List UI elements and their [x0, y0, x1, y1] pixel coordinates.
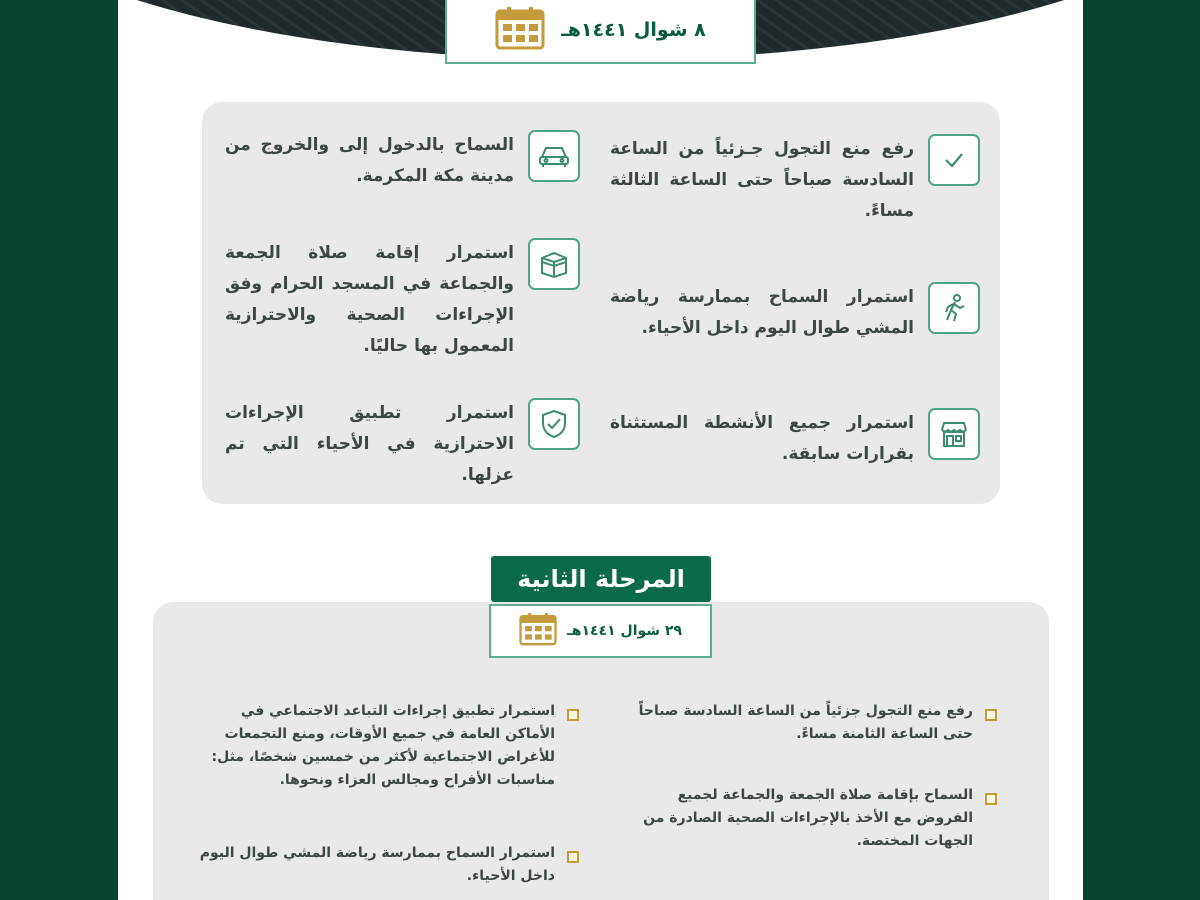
bullet-square-icon [985, 709, 997, 721]
phase2-item-text: استمرار السماح بممارسة رياضة المشي طوال اليوم داخل الأحياء. [199, 845, 555, 884]
car-icon [528, 130, 580, 182]
phase1-item [610, 282, 980, 344]
kaaba-icon [528, 238, 580, 290]
phase1-item [610, 134, 980, 227]
phase2-item-text: رفع منع التجول جزئياً من الساعة السادسة صباحاً حتى الساعة الثامنة مساءً. [638, 703, 973, 742]
phase2-item [194, 700, 579, 792]
phase2-item-text: السماح بإقامة صلاة الجمعة والجماعة لجميع الفروض مع الأخذ بالإجراءات الصحية الصادرة من الجهات المختصة. [643, 787, 973, 849]
phase1-date: ٨ شوال ١٤٤١هـ [561, 19, 706, 41]
calendar-icon [495, 6, 545, 55]
phase1-item-text: استمرار إقامة صلاة الجمعة والجماعة في المسجد الحرام وفق الإجراءات الصحية والاحترازية المعمول بها حاليًا. [225, 243, 514, 356]
shield-check-icon [528, 398, 580, 450]
phase1-item-text: استمرار تطبيق الإجراءات الاحترازية في الأحياء التي تم عزلها. [225, 403, 514, 485]
calendar-icon [519, 612, 557, 650]
bullet-square-icon [567, 851, 579, 863]
phase2-date-box [489, 604, 712, 658]
phase2-item-text: استمرار تطبيق إجراءات التباعد الاجتماعي في الأماكن العامة في جميع الأوقات، ومنع التجمعات للأغراض الاجتماعية لأكثر من خمسين شخصًا، مثل: مناسبات الأفراح ومجالس العزاء ونحوها. [211, 703, 555, 788]
walking-person-icon [928, 282, 980, 334]
check-icon [928, 134, 980, 186]
phase2-item [637, 700, 997, 746]
store-icon [928, 408, 980, 460]
phase1-item-text: استمرار السماح بممارسة رياضة المشي طوال اليوم داخل الأحياء. [610, 287, 914, 338]
phase1-item [225, 398, 580, 491]
phase1-item [610, 408, 980, 470]
phase2-date: ٢٩ شوال ١٤٤١هـ [566, 623, 683, 639]
phase1-item-text: رفع منع التجول جـزئياً من الساعة السادسة صباحاً حتى الساعة الثالثة مساءً. [610, 139, 914, 221]
phase1-item [225, 238, 580, 362]
phase2-item [637, 784, 997, 853]
phase1-item-text: السماح بالدخول إلى والخروج من مدينة مكة المكرمة. [225, 135, 514, 186]
infographic-page [118, 0, 1083, 900]
phase1-item [225, 130, 580, 192]
phase2-title: المرحلة الثانية [491, 556, 711, 602]
phase2-item [194, 842, 579, 888]
phase1-date-box [445, 0, 756, 64]
phase1-item-text: استمرار جميع الأنشطة المستثناة بقرارات سابقة. [610, 413, 914, 464]
bullet-square-icon [567, 709, 579, 721]
phase1-card [202, 102, 1000, 504]
bullet-square-icon [985, 793, 997, 805]
